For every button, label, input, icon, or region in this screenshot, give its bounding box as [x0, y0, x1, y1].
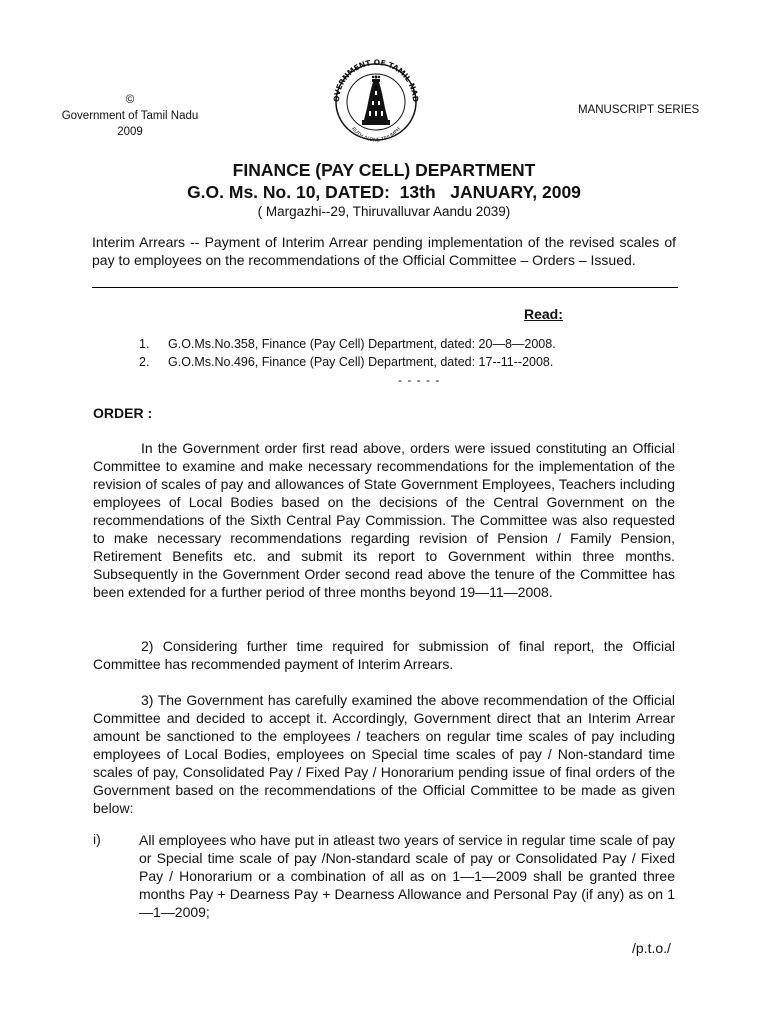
item-text-i: All employees who have put in atleast two years of service in regular time scale of pay or Special time scale of pay /Non-standard scale of pay or Consolidated Pay / Fixed Pay / Honorarium or a combination of all as on 1—1—2009 shall be granted three months Pay + Dearness Pay + Dearness Allowance and Personal Pay (if any) as on 1—1—2009;	[139, 832, 675, 920]
subject-divider	[92, 287, 678, 288]
order-subject: Interim Arrears -- Payment of Interim Arrear pending implementation of the revised scales of pay to employees on the recommendations of the Official Committee – Orders – Issued.	[92, 234, 676, 268]
copyright-block	[60, 92, 200, 140]
copyright-holder: Government of Tamil Nadu	[61, 110, 199, 122]
copyright-symbol: ©	[125, 94, 135, 106]
reference-text-2: G.O.Ms.No.496, Finance (Pay Cell) Department, dated: 17--11--2008.	[168, 355, 554, 369]
item-label-i: i)	[93, 831, 101, 847]
reference-number-2: 2.	[139, 355, 150, 369]
order-paragraph-2	[93, 637, 675, 673]
go-number-date: G.O. Ms. No. 10, DATED: 13th JANUARY, 2009	[187, 182, 581, 202]
tamil-calendar-date: ( Margazhi--29, Thiruvalluvar Aandu 2039)	[257, 204, 511, 219]
order-paragraph-2-text: 2) Considering further time required for submission of final report, the Official Committee has recommended payment of Interim Arrears.	[93, 638, 675, 672]
reference-text-1: G.O.Ms.No.358, Finance (Pay Cell) Department, dated: 20—8—2008.	[168, 337, 556, 351]
please-turn-over: /p.t.o./	[632, 940, 671, 956]
emblem-top-text: OVERNMENT OF TAMIL NAD	[331, 58, 421, 103]
department-title: FINANCE (PAY CELL) DEPARTMENT	[232, 160, 536, 180]
emblem-bottom-text: RUTH ALONE TRIUMPH	[349, 126, 403, 142]
order-heading: ORDER :	[93, 405, 153, 421]
reference-separator: - - - - -	[398, 373, 441, 387]
tamil-nadu-emblem	[325, 58, 427, 142]
order-paragraph-3-text: 3) The Government has carefully examined the above recommendation of the Official Committee and decided to accept it. Accordingly, Government direct that an Interim Arrear amount be sanctioned to the employees / teachers on regular time scales of pay including employees of Local Bodies, employees on Special time scales of pay / Non-standard time scales of pay, Consolidated Pay / Fixed Pay / Honorarium pending issue of final orders of the Government based on the recommendations of the Official Committee to be made as given below:	[93, 692, 675, 816]
copyright-year: 2009	[117, 126, 143, 138]
order-paragraph-3	[93, 691, 675, 817]
reference-number-1: 1.	[139, 337, 150, 351]
order-paragraph-1	[93, 439, 675, 601]
order-paragraph-1-text: In the Government order first read above, orders were issued constituting an Official Committee to examine and make necessary recommendations for the implementation of the revision of scales of pay and allowances of State Government Employees, Teachers including employees of Local Bodies based on the decisions of the Central Government on the recommendations of the Sixth Central Pay Commission. The Committee was also requested to make necessary recommendations regarding revision of Pension / Family Pension, Retirement Benefits etc. and submit its report to Government within three months. Subsequently in the Government Order second read above the tenure of the Committee has been extended for a further period of three months beyond 19—11—2008.	[93, 440, 675, 600]
read-heading: Read:	[524, 306, 563, 322]
manuscript-series-label: MANUSCRIPT SERIES	[578, 104, 700, 116]
